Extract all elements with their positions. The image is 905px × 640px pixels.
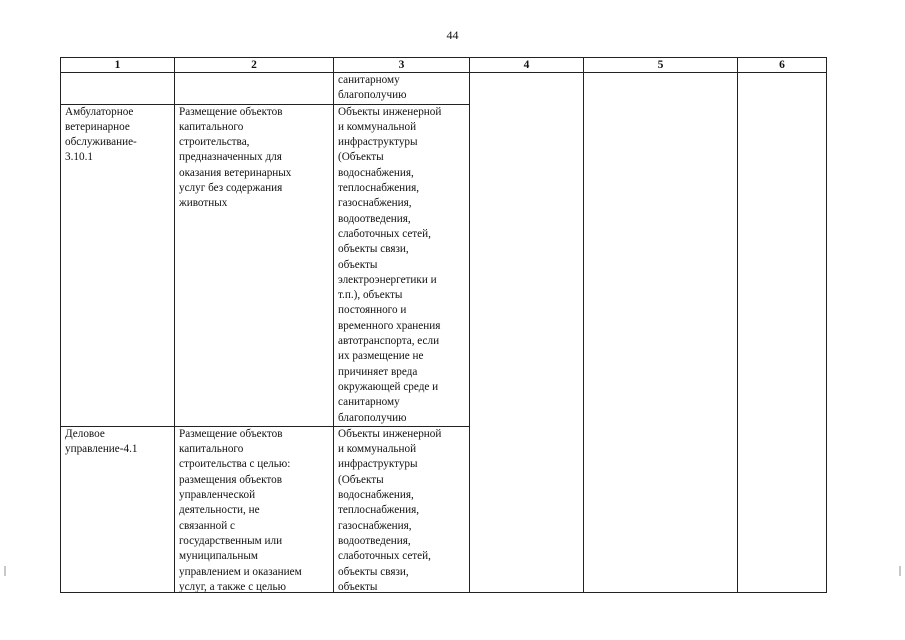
table-cell: [61, 73, 175, 105]
table-cell: [175, 73, 334, 105]
table-cell: [175, 104, 334, 426]
column-header-4: 4: [470, 58, 584, 73]
empty-cell: [470, 73, 584, 593]
land-use-table: [60, 57, 827, 593]
table-cell: [175, 426, 334, 592]
cell-text: Деловое управление-4.1: [65, 427, 138, 456]
table-row: [61, 73, 827, 105]
empty-cell: [738, 73, 827, 593]
column-header-3: 3: [334, 58, 470, 73]
column-header-6: 6: [738, 58, 827, 73]
cell-text: Объекты инженерной и коммунальной инфраструктуры (Объекты водоснабжения, теплоснабжения, газоснабжения, водоотведения, слаботочных сетей, объекты связи, объекты: [338, 427, 442, 592]
cell-text: Объекты инженерной и коммунальной инфраструктуры (Объекты водоснабжения, теплоснабжения, газоснабжения, водоотведения, слаботочных сетей, объекты связи, объекты электроэнергетики и т.п.), объекты постоянного и временного хранения автотранспорта, если их размещение не причиняет вреда окружающей среде и санитарному благополучию: [338, 105, 442, 424]
scan-edge-mark: [899, 566, 901, 576]
cell-text: Амбулаторное ветеринарное обслуживание- 3.10.1: [65, 105, 137, 164]
table-cell: [334, 104, 470, 426]
table-cell: [61, 426, 175, 592]
table-cell: [61, 104, 175, 426]
cell-text: санитарному благополучию: [338, 74, 407, 102]
column-header-5: 5: [584, 58, 738, 73]
header-row: [61, 58, 827, 73]
scan-edge-mark: [4, 566, 6, 576]
page-number: 44: [446, 28, 459, 42]
cell-text: Размещение объектов капитального строительства с целью: размещения объектов управленческой деятельности, не связанной с государственным или муниципальным управлением и оказанием услуг, а также с целью: [179, 427, 302, 592]
column-header-2: 2: [175, 58, 334, 73]
empty-cell: [584, 73, 738, 593]
cell-text: Размещение объектов капитального строительства, предназначенных для оказания ветеринарных услуг без содержания животных: [179, 105, 292, 210]
table-cell: [334, 73, 470, 105]
table-cell: [334, 426, 470, 592]
column-header-1: 1: [61, 58, 175, 73]
